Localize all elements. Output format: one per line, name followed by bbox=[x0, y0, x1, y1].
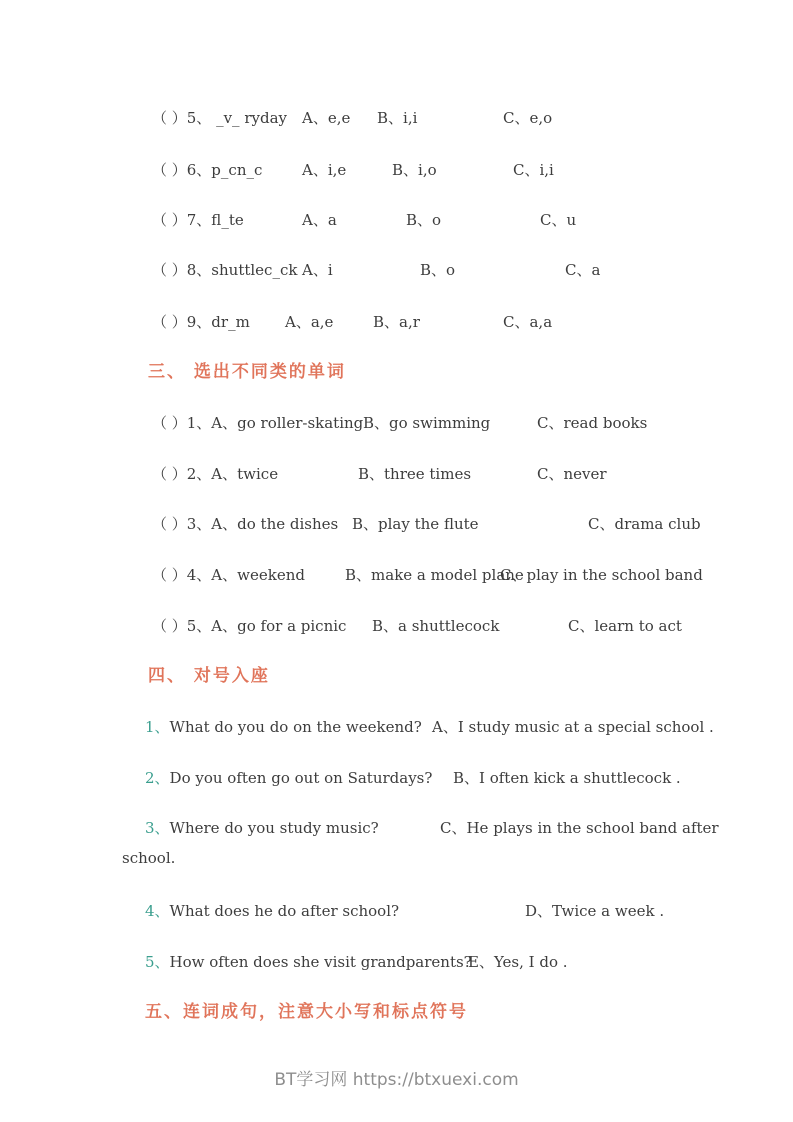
fill-blank-row bbox=[0, 312, 793, 334]
question-prefix: （ ）2、A、twice bbox=[152, 465, 279, 483]
matching-answer: B、I often kick a shuttlecock . bbox=[453, 769, 681, 787]
option-a: A、e,e bbox=[302, 109, 351, 127]
matching-question bbox=[145, 818, 379, 838]
matching-question bbox=[145, 952, 472, 972]
odd-one-out-row bbox=[0, 616, 793, 638]
question-text: What do you do on the weekend? bbox=[169, 718, 422, 736]
option-a: A、a,e bbox=[285, 313, 334, 331]
option-b: B、a,r bbox=[373, 313, 420, 331]
matching-row bbox=[0, 952, 793, 974]
matching-answer: A、I study music at a special school . bbox=[432, 718, 714, 736]
odd-one-out-row bbox=[0, 565, 793, 587]
matching-question bbox=[145, 717, 422, 737]
option-c: C、e,o bbox=[503, 109, 553, 127]
fill-blank-row bbox=[0, 108, 793, 130]
question-prefix: （ ）9、dr_m bbox=[152, 313, 250, 331]
question-number: 2、 bbox=[145, 769, 170, 787]
site-watermark: BT学习网 https://btxuexi.com bbox=[274, 1070, 519, 1090]
option-c: C、a bbox=[565, 261, 601, 279]
option-c: C、play in the school band bbox=[500, 566, 703, 584]
question-number: 3、 bbox=[145, 819, 170, 837]
option-b: B、i,o bbox=[392, 161, 437, 179]
odd-one-out-row bbox=[0, 413, 793, 435]
matching-row bbox=[0, 717, 793, 739]
matching-row bbox=[0, 768, 793, 790]
matching-row bbox=[0, 901, 793, 923]
section5-title: 五、连词成句，注意大小写和标点符号 bbox=[145, 1002, 468, 1022]
option-c: C、a,a bbox=[503, 313, 553, 331]
option-c: C、learn to act bbox=[568, 617, 682, 635]
question-text: Where do you study music? bbox=[169, 819, 379, 837]
section3-title: 三、 选出不同类的单词 bbox=[148, 362, 346, 382]
option-b: B、go swimming bbox=[363, 414, 491, 432]
matching-question bbox=[145, 901, 399, 921]
option-b: B、make a model plane bbox=[345, 566, 524, 584]
matching-answer-continuation bbox=[0, 848, 793, 870]
question-prefix: （ ）3、A、do the dishes bbox=[152, 515, 339, 533]
option-b: B、o bbox=[406, 211, 442, 229]
odd-one-out-row bbox=[0, 514, 793, 536]
option-b: B、play the flute bbox=[352, 515, 479, 533]
question-text: What does he do after school? bbox=[169, 902, 400, 920]
fill-blank-row bbox=[0, 210, 793, 232]
question-prefix: （ ）8、shuttlec_ck bbox=[152, 261, 298, 279]
question-prefix: （ ）5、 _v_ ryday bbox=[152, 109, 287, 127]
option-a: A、a bbox=[302, 211, 337, 229]
answer-continuation-text: school. bbox=[122, 849, 176, 867]
option-c: C、never bbox=[537, 465, 607, 483]
option-b: B、i,i bbox=[377, 109, 418, 127]
option-b: B、a shuttlecock bbox=[372, 617, 500, 635]
question-prefix: （ ）6、p_cn_c bbox=[152, 161, 263, 179]
question-prefix: （ ）4、A、weekend bbox=[152, 566, 305, 584]
matching-row bbox=[0, 818, 793, 840]
question-number: 4、 bbox=[145, 902, 170, 920]
question-text: Do you often go out on Saturdays? bbox=[169, 769, 433, 787]
question-number: 1、 bbox=[145, 718, 170, 736]
matching-question bbox=[145, 768, 432, 788]
question-prefix: （ ）7、fl_te bbox=[152, 211, 244, 229]
question-number: 5、 bbox=[145, 953, 170, 971]
fill-blank-row bbox=[0, 160, 793, 182]
option-a: A、i,e bbox=[302, 161, 347, 179]
fill-blank-row bbox=[0, 260, 793, 282]
question-prefix: （ ）5、A、go for a picnic bbox=[152, 617, 347, 635]
option-c: C、u bbox=[540, 211, 577, 229]
question-prefix: （ ）1、A、go roller-skating bbox=[152, 414, 364, 432]
option-b: B、three times bbox=[358, 465, 472, 483]
option-c: C、read books bbox=[537, 414, 648, 432]
option-c: C、i,i bbox=[513, 161, 554, 179]
question-text: How often does she visit grandparents? bbox=[169, 953, 472, 971]
section4-title: 四、 对号入座 bbox=[148, 666, 270, 686]
odd-one-out-row bbox=[0, 464, 793, 486]
option-b: B、o bbox=[420, 261, 456, 279]
matching-answer: D、Twice a week . bbox=[525, 902, 665, 920]
matching-answer: C、He plays in the school band after bbox=[440, 819, 719, 837]
option-a: A、i bbox=[302, 261, 333, 279]
option-c: C、drama club bbox=[588, 515, 701, 533]
matching-answer: E、Yes, I do . bbox=[468, 953, 568, 971]
